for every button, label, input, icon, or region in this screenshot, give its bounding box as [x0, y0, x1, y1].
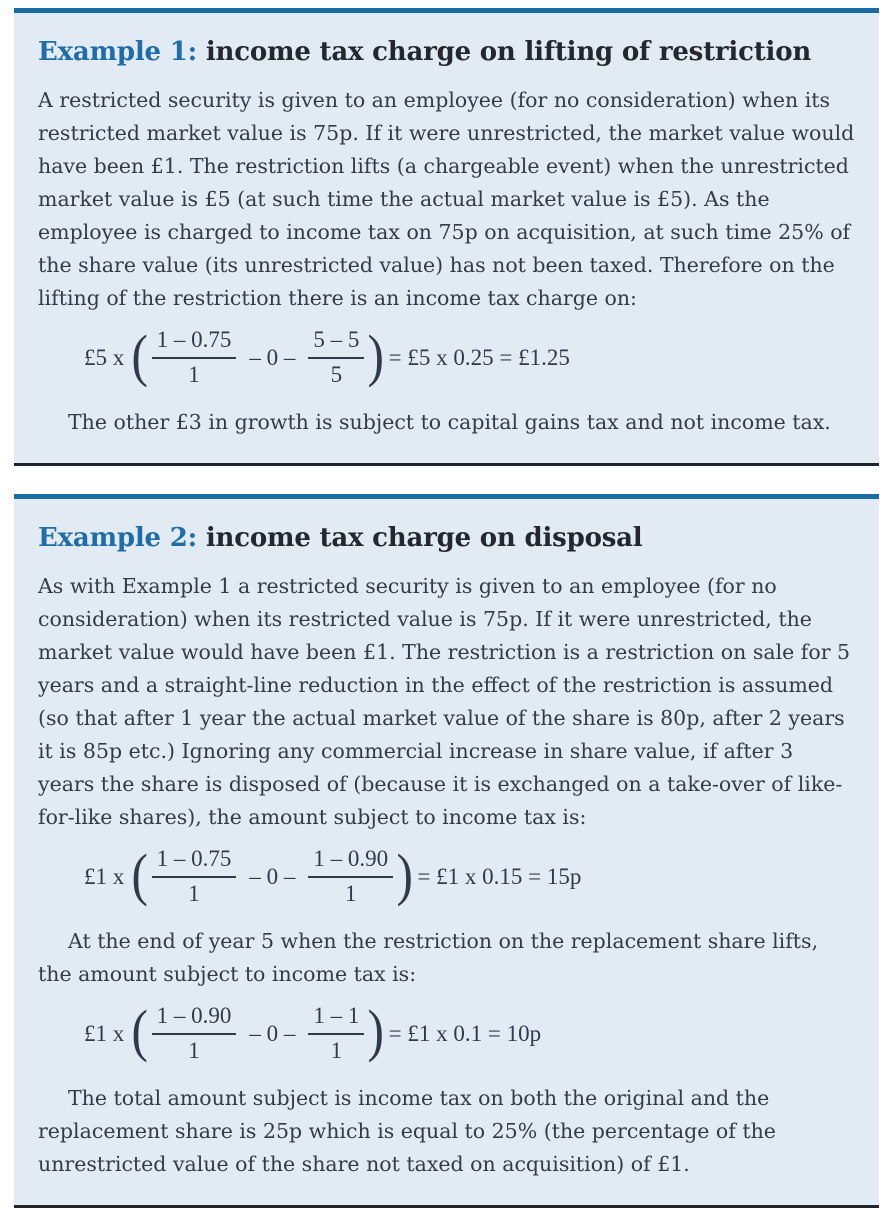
fraction-denominator: 1 [188, 880, 200, 906]
fraction-numerator: 1 – 0.90 [152, 1003, 237, 1034]
example-2-formula-1 [84, 841, 855, 907]
example-1-paragraph-1: A restricted security is given to an employee (for no consideration) when its restricted market value is 75p. If it were unrestricted, the market value would have been £1. The restriction lifts (a chargeable event) when the unrestricted market value is £5 (at such time the actual market value is £5). As the employee is charged to income tax on 75p on acquisition, at such time 25% of the share value (its unrestricted value) has not been taxed. Therefore on the lifting of the restriction there is an income tax charge on: [38, 88, 855, 311]
open-paren: ( [131, 322, 149, 388]
close-paren: ) [396, 841, 413, 907]
formula-middle: – 0 – [249, 1020, 296, 1046]
close-paren: ) [367, 322, 385, 388]
formula-middle: – 0 – [249, 863, 296, 889]
fraction-2 [308, 846, 393, 907]
example-2-title-label: Example 2: [38, 523, 198, 554]
fraction-2 [308, 327, 364, 388]
formula-lead: £5 x [84, 344, 125, 370]
example-2-paragraph-3: The total amount subject is income tax on both the original and the replacement share is 25p which is equal to 25% (the percentage of the unrestricted value of the share not taxed on acquisition) of £1. [38, 1086, 776, 1176]
example-2-title-text: income tax charge on disposal [205, 523, 643, 554]
open-paren: ( [131, 998, 149, 1064]
fraction-numerator: 1 – 0.90 [308, 846, 393, 877]
example-2-paragraph-1: As with Example 1 a restricted security is given to an employee (for no consideration) when its restricted value is 75p. If it were unrestricted, the market value would have been £1. The restriction is a restriction on sale for 5 years and a straight-line reduction in the effect of the restriction is assumed (so that after 1 year the actual market value of the share is 80p, after 2 years it is 85p etc.) Ignoring any commercial increase in share value, if after 3 years the share is disposed of (because it is exchanged on a take-over of like-for-like shares), the amount subject to income tax is: [38, 574, 851, 830]
formula-result: = £1 x 0.15 = 15p [417, 863, 582, 889]
example-1-formula [84, 322, 855, 388]
fraction-denominator: 1 [188, 361, 200, 387]
fraction-2 [308, 1003, 364, 1064]
formula-middle: – 0 – [249, 344, 296, 370]
formula-lead: £1 x [84, 863, 125, 889]
fraction-1 [152, 846, 237, 907]
fraction-numerator: 1 – 0.75 [152, 846, 237, 877]
example-1-paragraph-2: The other £3 in growth is subject to capital gains tax and not income tax. [68, 410, 831, 435]
fraction-1 [152, 1003, 237, 1064]
formula-result: = £1 x 0.1 = 10p [388, 1020, 542, 1046]
open-paren: ( [131, 841, 149, 907]
fraction-denominator: 5 [330, 361, 343, 387]
fraction-numerator: 1 – 0.75 [152, 327, 237, 358]
example-1-title-label: Example 1: [38, 37, 198, 67]
close-paren: ) [367, 998, 385, 1064]
example-2-formula-2 [84, 998, 855, 1064]
fraction-denominator: 1 [330, 1037, 343, 1063]
example-2-paragraph-2: At the end of year 5 when the restriction on the replacement share lifts, the amount subject to income tax is: [38, 929, 819, 987]
example-1-title-text: income tax charge on lifting of restriction [205, 37, 812, 67]
fraction-1 [152, 327, 237, 388]
example-1-box [14, 8, 879, 466]
example-2-box [14, 494, 879, 1208]
formula-lead: £1 x [84, 1020, 125, 1046]
fraction-denominator: 1 [344, 880, 357, 906]
fraction-numerator: 1 – 1 [308, 1003, 364, 1034]
formula-result: = £5 x 0.25 = £1.25 [388, 344, 570, 370]
example-1-title [38, 37, 855, 68]
example-2-title [38, 523, 855, 554]
fraction-numerator: 5 – 5 [308, 327, 364, 358]
fraction-denominator: 1 [188, 1037, 200, 1063]
